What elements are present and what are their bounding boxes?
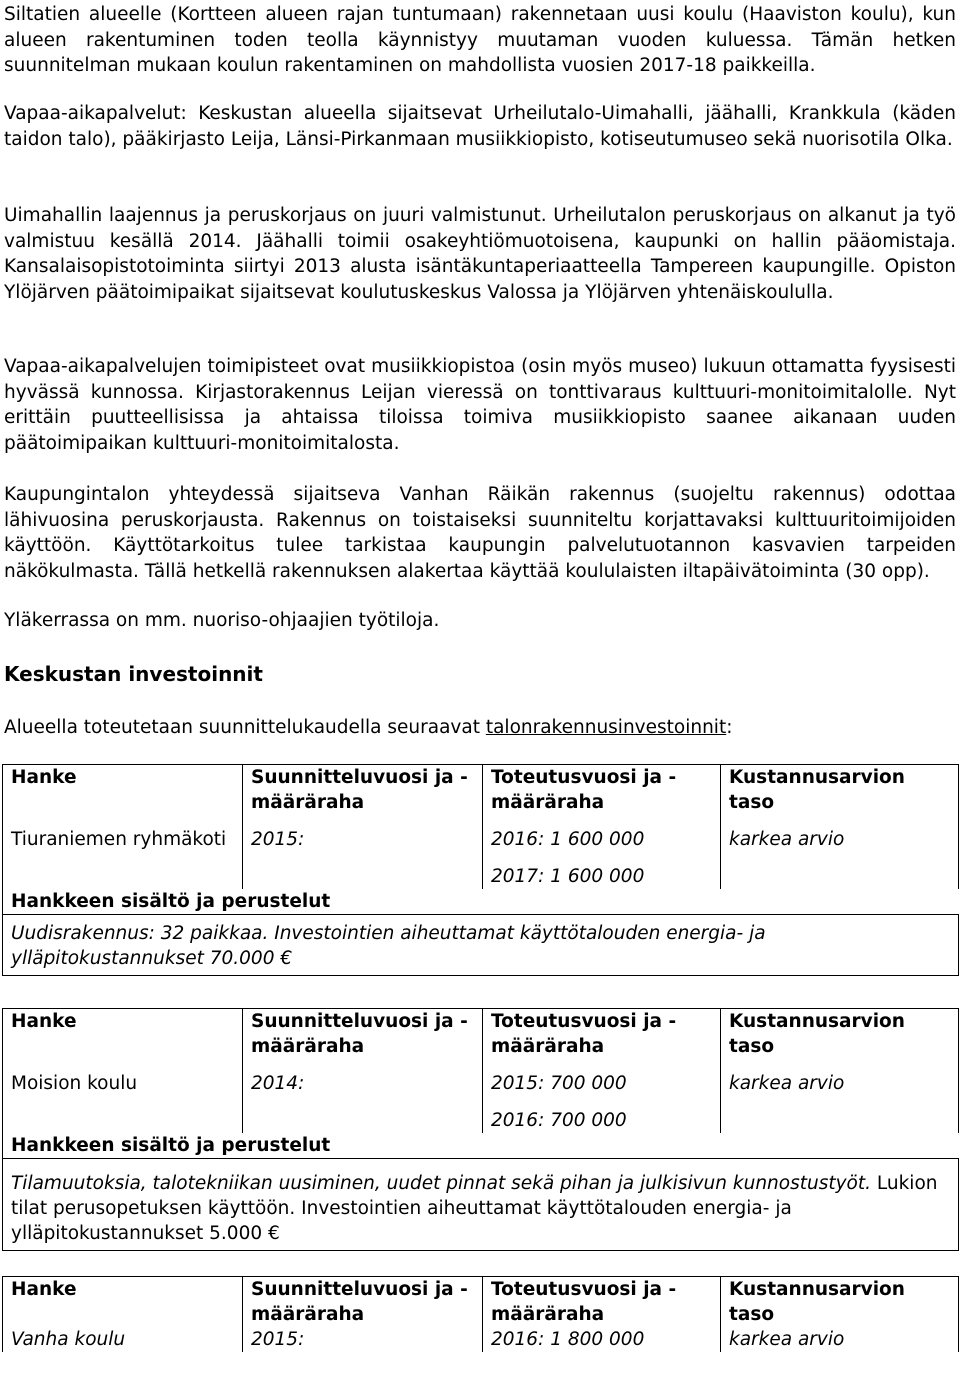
table-header-row [3,1277,959,1328]
table-row [3,1059,959,1133]
header-project: Hanke [3,1009,243,1060]
execution-value: 2016: 1 800 000 [483,1327,721,1352]
table-header-row [3,765,959,816]
table-header-row [3,1009,959,1060]
header-execution: Toteutusvuosi ja -määräraha [483,1277,721,1328]
project-name: Tiuraniemen ryhmäkoti [3,815,243,889]
execution-value: 2016: 700 000 [491,1110,627,1131]
project-name: Vanha koulu [3,1327,243,1352]
content-heading-row [3,889,959,915]
intro-paragraph: Siltatien alueelle (Kortteen alueen rajan tuntumaan) rakennetaan uusi koulu (Haaviston koulu), kun alueen rakentuminen toden teolla käynnistyy muutaman vuoden kuluessa. Tämän hetken suunnitelman mukaan koulun rakentaminen on mahdollista vuosien 2017-18 paikkeilla. [4,4,956,76]
execution-values [483,815,721,889]
raikka-paragraph: Kaupungintalon yhteydessä sijaitseva Vanhan Räikän rakennus (suojeltu rakennus) odottaa lähivuosina peruskorjausta. Rakennus on toistaiseksi suunniteltu korjattavaksi kulttuuritoimijoiden käyttöön. Käyttötarkoitus tulee tarkistaa kaupungin palvelutuotannon kasvavien tarpeiden näkökulmasta. Tällä hetkellä rakennuksen alakertaa käyttää koululaisten iltapäivätoiminta (30 opp). [4,484,956,582]
section-intro [4,715,956,741]
project-table-moisio [2,1008,959,1251]
header-planning: Suunnitteluvuosi ja -määräraha [243,765,483,816]
leisure-services-paragraph: Vapaa-aikapalvelut: Keskustan alueella sijaitsevat Urheilutalo-Uimahalli, jäähalli, Krankkula (käden taidon talo), pääkirjasto Leija, Länsi-Pirkanmaan musiikkiopisto, kotiseutumuseo sekä nuorisotila Olka. [4,103,956,150]
planning-value: 2015: [243,1327,483,1352]
execution-value: 2016: 1 600 000 [491,829,645,850]
building-investments-term: talonrakennusinvestoinnit [485,717,727,738]
section-intro-colon: : [726,717,733,738]
planning-value: 2015: [243,815,483,889]
header-planning: Suunnitteluvuosi ja -määräraha [243,1009,483,1060]
header-project: Hanke [3,1277,243,1328]
upstairs-line: Yläkerrassa on mm. nuoriso-ohjaajien työtiloja. [4,610,440,631]
header-estimate: Kustannusarvion taso [721,765,959,816]
execution-value: 2017: 1 600 000 [491,866,645,887]
table-row [3,1327,959,1352]
content-row [3,915,959,976]
table-row [3,815,959,889]
facilities-paragraph: Vapaa-aikapalvelujen toimipisteet ovat musiikkiopistoa (osin myös museo) lukuun ottamatta fyysisesti hyvässä kunnossa. Kirjastorakennus Leijan vieressä on tonttivaraus kulttuuri-monitoimitalolle. Nyt erittäin puutteellisissa ja ahtaissa tiloissa toimiva musiikkiopisto saanee aikanaan uuden päätoimipaikan kulttuuri-monitoimitalosta. [4,356,956,454]
content-heading: Hankkeen sisältö ja perustelut [3,1133,959,1159]
renovation-paragraph: Uimahallin laajennus ja peruskorjaus on juuri valmistunut. Urheilutalon peruskorjaus on alkanut ja työ valmistuu kesällä 2014. Jäähalli toimii osakeyhtiömuotoisena, kaupunki on hallin pääomistaja. Kansalaisopistotoiminta siirtyi 2013 alusta isäntäkuntaperiaatteella Tampereen kaupungille. Opiston Ylöjärven päätoimipaikat sijaitsevat koulutuskeskus Valossa ja Ylöjärven yhtenäiskoululla. [4,205,956,303]
project-table-vanha-koulu [2,1276,959,1352]
content-heading-row [3,1133,959,1159]
header-project: Hanke [3,765,243,816]
project-name: Moision koulu [3,1059,243,1133]
project-content [3,1159,959,1251]
execution-values [483,1059,721,1133]
section-heading: Keskustan investoinnit [4,662,263,686]
content-row [3,1159,959,1251]
project-content-plain: Lukion tilat perusopetuksen käyttöön. Investointien aiheuttamat käyttötalouden energia- ja ylläpitokustannukset 5.000 € [11,1173,938,1244]
execution-value: 2015: 700 000 [491,1073,627,1094]
header-planning: Suunnitteluvuosi ja -määräraha [243,1277,483,1328]
estimate-value: karkea arvio [721,1327,959,1352]
project-content: Uudisrakennus: 32 paikkaa. Investointien aiheuttamat käyttötalouden energia- ja ylläpitokustannukset 70.000 € [3,915,959,976]
header-estimate: Kustannusarvion taso [721,1277,959,1328]
content-heading: Hankkeen sisältö ja perustelut [3,889,959,915]
planning-value: 2014: [243,1059,483,1133]
project-content-italic: Tilamuutoksia, talotekniikan uusiminen, uudet pinnat sekä pihan ja julkisivun kunnostustyöt. [11,1173,871,1194]
header-estimate: Kustannusarvion taso [721,1009,959,1060]
project-table-tiuraniemi [2,764,959,976]
estimate-value: karkea arvio [721,1059,959,1133]
header-execution: Toteutusvuosi ja -määräraha [483,765,721,816]
estimate-value: karkea arvio [721,815,959,889]
section-intro-text: Alueella toteutetaan suunnittelukaudella seuraavat [4,717,486,738]
header-execution: Toteutusvuosi ja -määräraha [483,1009,721,1060]
